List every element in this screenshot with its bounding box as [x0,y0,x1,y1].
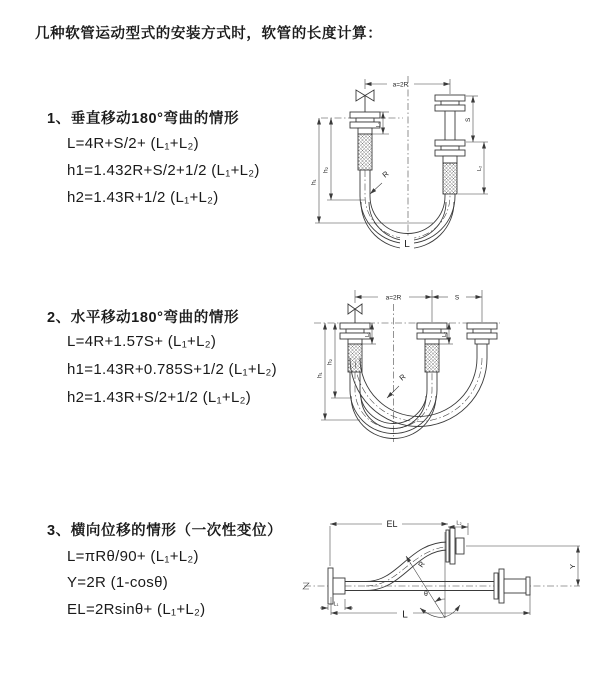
formula-2-1: L=4R+1.57S+ (L₁+L₂) [67,333,217,350]
dim-l1 [320,599,353,610]
dim-label-length: L [402,609,408,621]
dim-span [365,79,450,94]
moving-fitting [435,95,465,194]
dim-label-el: EL [386,519,398,529]
end-fitting-original [494,569,530,603]
fixed-flange-fitting [328,568,345,604]
diagram-horizontal-180-bend [300,280,510,450]
dim-label-r: R [380,169,391,180]
dim-label-h1: h₁ [316,372,324,378]
dim-label-y: Y [568,563,577,569]
valve-icon [348,304,362,323]
dim-label-h2: h₂ [322,166,330,173]
end-flange-displaced [446,528,464,564]
dim-label-l2: L₂ [477,165,483,171]
radius-leader [370,169,391,194]
dim-el [330,519,448,566]
formula-1-3: h2=1.43R+1/2 (L₁+L₂) [67,189,219,206]
dim-label-r: R [397,372,408,383]
dim-label-a2r: a=2R [392,81,409,89]
dim-label-s: S [454,294,460,302]
dim-s [465,96,488,142]
page-title: 几种软管运动型式的安装方式时，软管的长度计算： [35,26,383,42]
dim-label-length: L [404,239,410,250]
moving-fitting-pos2 [467,323,497,344]
dim-s [432,295,482,302]
formula-1-2: h1=1.432R+S/2+1/2 (L₁+L₂) [67,162,260,179]
dim-label-h2: h₂ [326,358,334,365]
dim-label-l1: L₁ [376,122,382,127]
hose-u-bend [360,170,455,249]
diagram-lateral-displacement [298,502,590,627]
dim-label-l2: L₂ [442,331,448,337]
section-2-heading: 2、水平移动180°弯曲的情形 [47,310,240,326]
radius-leader [387,372,408,398]
dim-label-l1: L₁ [365,332,371,337]
moving-fitting-pos1 [417,323,447,372]
formula-3-2: Y=2R (1-cosθ) [67,574,169,591]
dim-label-l2: L₂ [456,520,462,527]
diagram-vertical-180-bend [303,70,503,260]
formula-2-3: h2=1.43R+S/2+1/2 (L₁+L₂) [67,389,252,406]
fixed-fitting [340,323,370,372]
section-3-heading: 3、横向位移的情形（一次性变位） [47,523,283,539]
formula-1-1: L=4R+S/2+ (L₁+L₂) [67,135,199,152]
dim-label-r: R [416,559,427,570]
dim-label-l1: L₁ [333,601,339,608]
dim-span [355,290,482,322]
section-1-heading: 1、垂直移动180°弯曲的情形 [47,111,240,127]
formula-3-3: EL=2Rsinθ+ (L₁+L₂) [67,601,206,618]
formula-3-1: L=πRθ/90+ (L₁+L₂) [67,548,199,565]
valve-icon [356,90,374,112]
hose-displaced-position [345,542,455,591]
formula-2-2: h1=1.43R+0.785S+1/2 (L₁+L₂) [67,361,277,378]
dim-label-s: S [465,117,472,122]
dim-label-a2r: a=2R [385,294,402,302]
angle-label-theta: θ [424,591,428,598]
fixed-fitting [350,112,380,170]
dim-label-h1: h₁ [310,179,318,185]
